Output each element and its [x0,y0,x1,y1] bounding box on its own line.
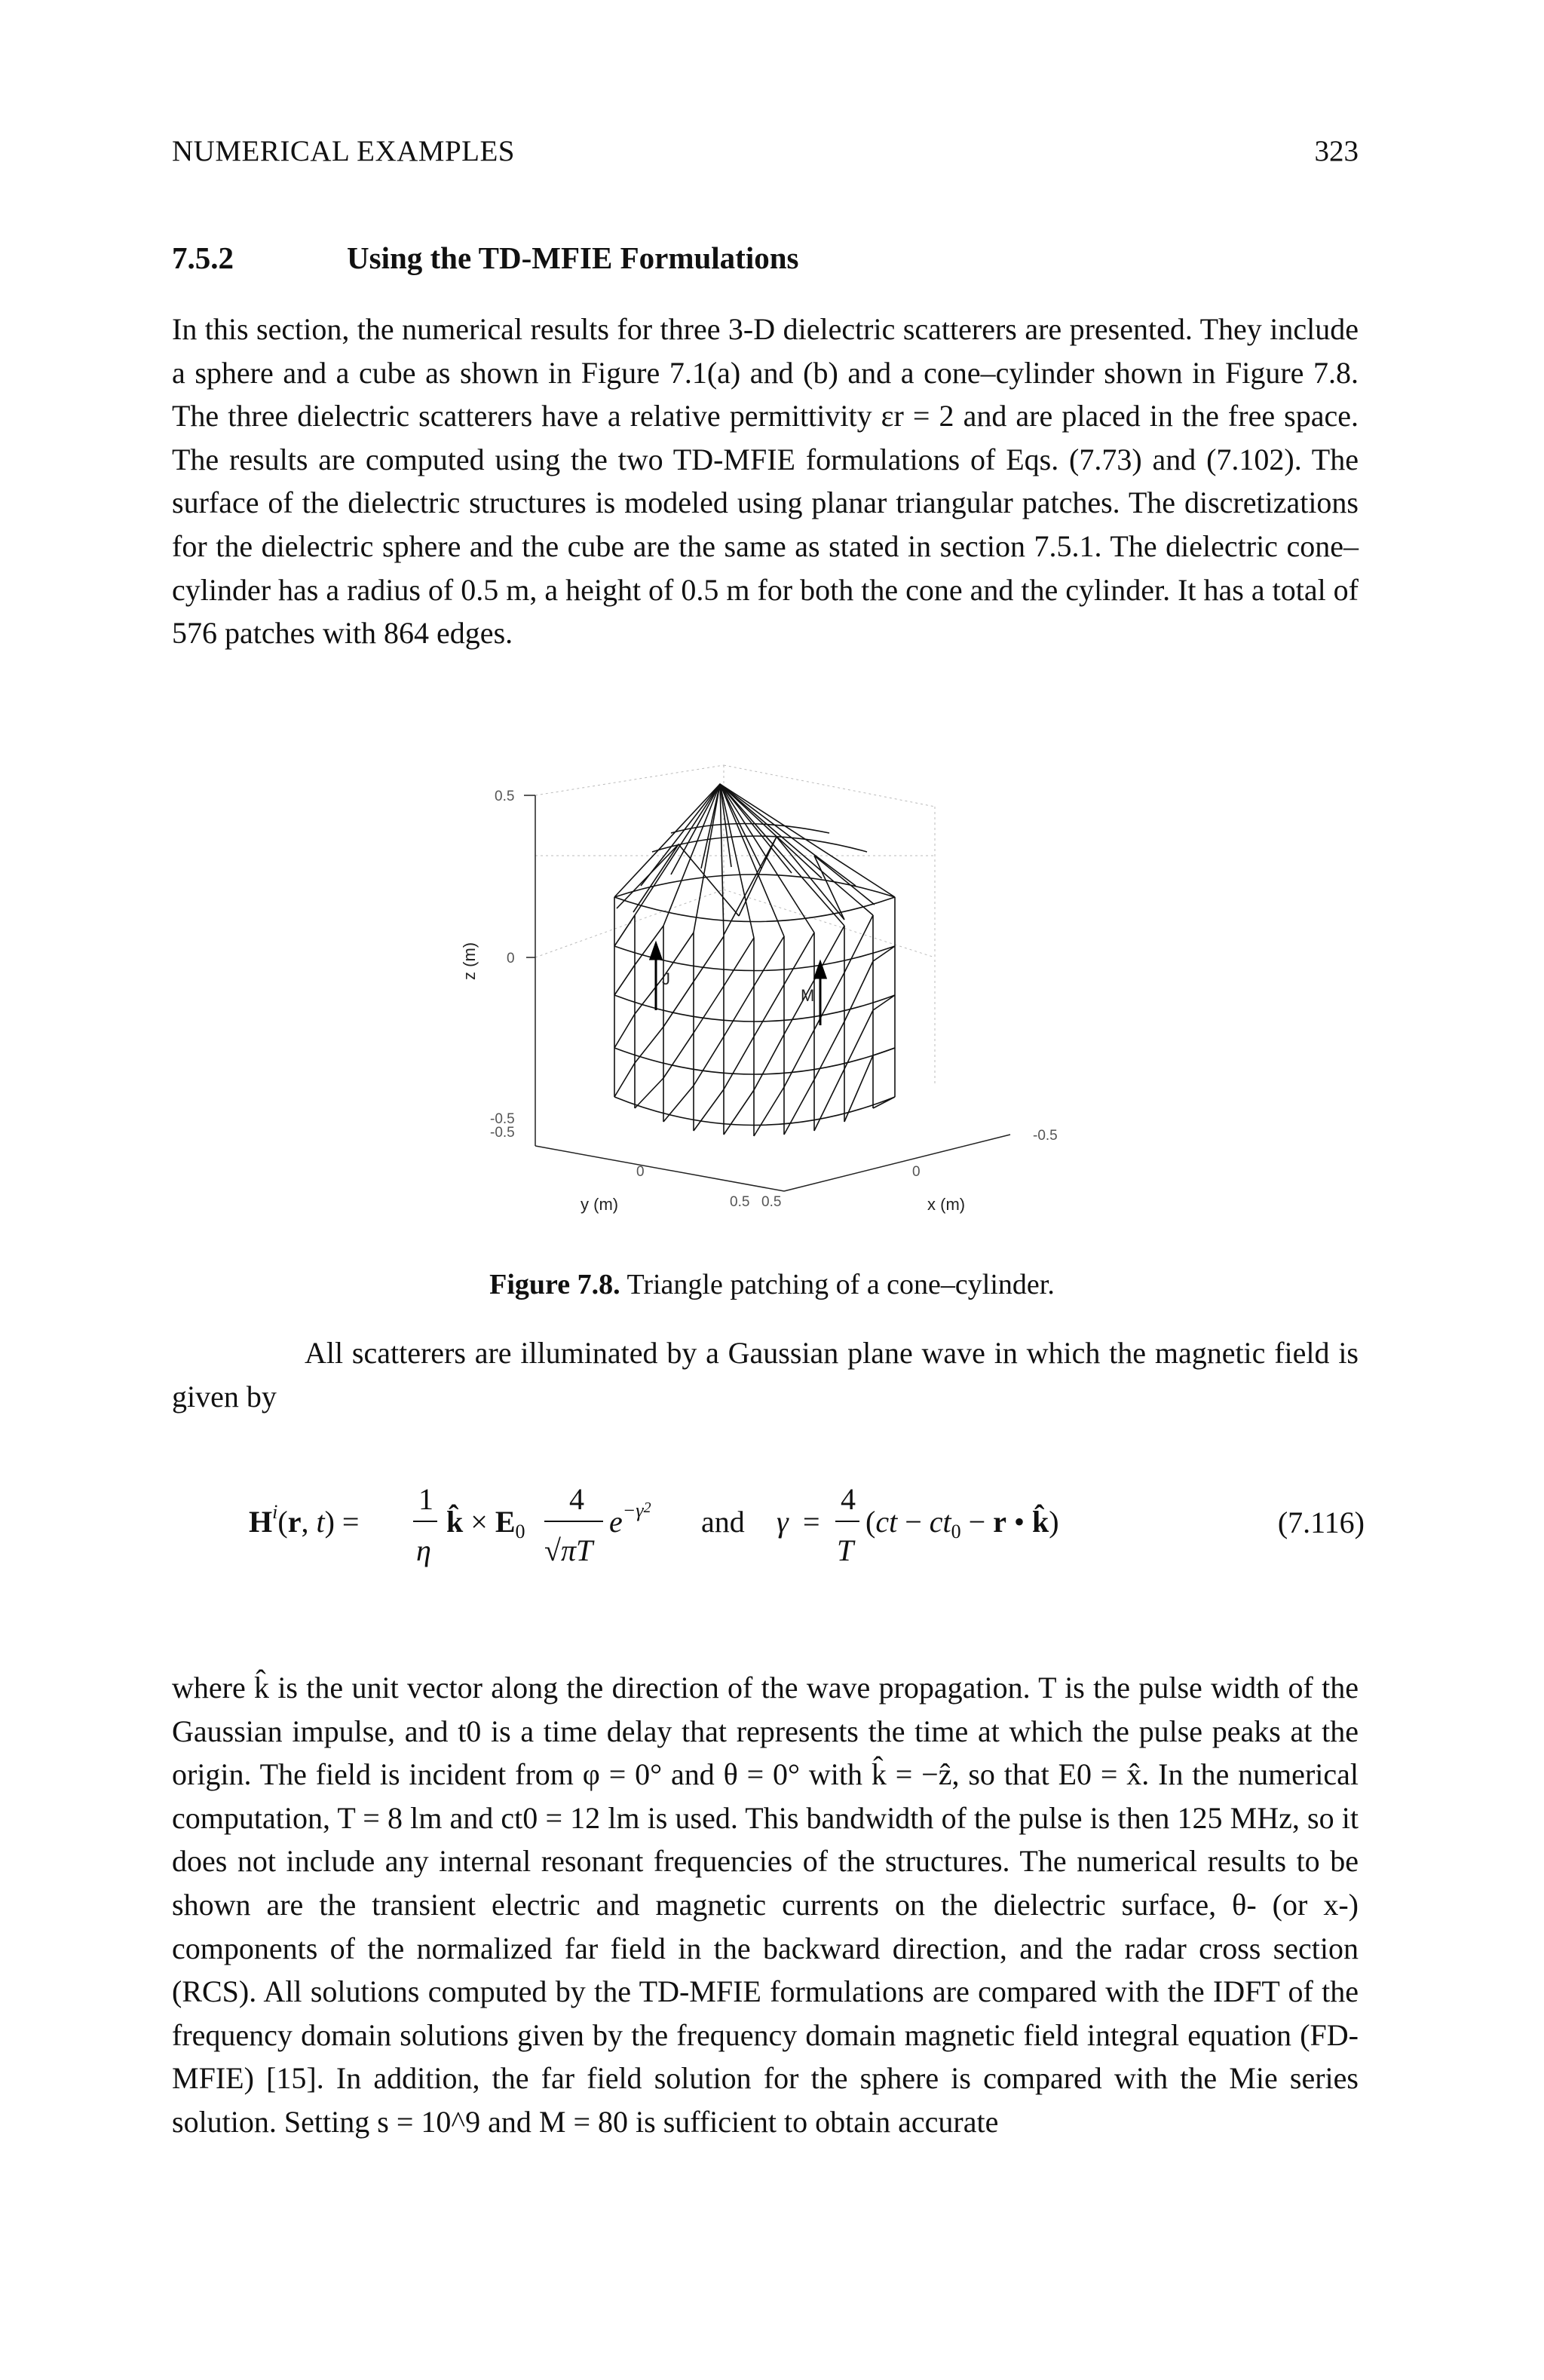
svg-text:η: η [416,1533,431,1567]
paragraph-illumination: All scatterers are illuminated by a Gaussian plane wave in which the magnetic field is given by [172,1336,1359,1414]
section-heading [172,240,798,276]
svg-text:Hi(r, t) =: $H^i(r$, t) = [249,1501,360,1539]
caption-label: Figure 7.8. [489,1269,620,1300]
svg-text:4: 4 [841,1482,856,1516]
cone-mesh [614,784,895,938]
paragraph-setup: where k̂ is the unit vector along the direction of the wave propagation. T is the pulse width of the Gaussian impulse, and t0 is a time delay that represents the time at which the pulse peaks at the origin. The field is incident from φ = 0° and θ = 0° with k̂ = −ẑ, so that E0 = x̂. In the numerical computation, T = 8 lm and ct0 = 12 lm is used. This bandwidth of the pulse is then 125 MHz, so it does not include any internal resonant frequencies of the structures. The numerical results to be shown are the transient electric and magnetic currents on the dielectric surface, θ- (or x-) components of the normalized far field in the backward direction, and the radar cross section (RCS). All solutions computed by the TD-MFIE formulations are compared with the IDFT of the frequency domain solutions given by the frequency domain magnetic field integral equation (FD-MFIE) [15]. In addition, the far field solution for the sphere is compared with the Mie series solution. Setting s = 10^9 and M = 80 is sufficient to obtain accurate [172,1671,1359,2139]
tick-z-mid: 0 [507,951,515,966]
svg-text:(ct − ct0 − r • k̂): ($ct - ct_0 - r$ • k̂) [865,1505,1059,1542]
tick-y-zero: 0 [636,1164,645,1180]
m-label: M [801,986,815,1005]
svg-text:e−γ2: $e^{-\gamma}2$ [609,1499,651,1539]
svg-text:γ: γ [777,1505,789,1539]
tick-y-end: 0.5 [730,1194,750,1210]
section-title: Using the TD-MFIE Formulations [347,240,799,275]
equation-number: (7.116) [1277,1505,1365,1539]
svg-text:√πT: √πT [544,1533,593,1567]
svg-text:4: 4 [569,1482,584,1516]
equation-and: and [701,1505,745,1539]
figure-caption [0,1268,1544,1301]
paragraph-intro: In this section, the numerical results for three 3-D dielectric scatterers are presented. They include a sphere and a cube as shown in Figure 7.1(a) and (b) and a cone–cylinder shown in Figure 7.8. The three dielectric scatterers have a relative permittivity εr = 2 and are placed in the free space. The results are computed using the two TD-MFIE formulations of Eqs. (7.73) and (7.102). The surface of the dielectric structures is modeled using planar triangular patches. The discretizations for the dielectric sphere and the cube are the same as stated in section 7.5.1. The dielectric cone–cylinder has a radius of 0.5 m, a height of 0.5 m for both the cone and the cylinder. It has a total of 576 patches with 864 edges. [172,312,1359,651]
section-number: 7.5.2 [172,240,234,275]
tick-x-right: -0.5 [1033,1128,1058,1144]
tick-z-bot1: -0.5 [490,1111,515,1127]
j-label: J [662,969,670,988]
page-number: 323 [1314,135,1359,167]
figure-cone-cylinder [422,754,1131,1236]
tick-z-top: 0.5 [495,789,515,804]
y-axis-label: y (m) [581,1195,619,1214]
cylinder-mesh [614,897,895,1136]
tick-z-bot2: -0.5 [490,1125,515,1141]
caption-text: Triangle patching of a cone–cylinder. [626,1269,1055,1300]
tick-x-start: 0.5 [761,1194,782,1210]
running-title: NUMERICAL EXAMPLES [172,135,515,167]
equation-svg [249,1478,1086,1568]
x-axis-label: x (m) [927,1195,966,1214]
svg-text:1: 1 [418,1482,433,1516]
equation-body [249,1478,1086,1576]
equation-7-116 [249,1478,1365,1568]
svg-text:=: = [803,1505,820,1539]
mesh-plot [422,754,1131,1236]
svg-text:k̂ × E0: k̂ × $E_0$ [446,1505,525,1542]
z-axis-label: z (m) [460,942,479,980]
tick-x-zero: 0 [912,1164,921,1180]
svg-text:T: T [837,1533,854,1567]
